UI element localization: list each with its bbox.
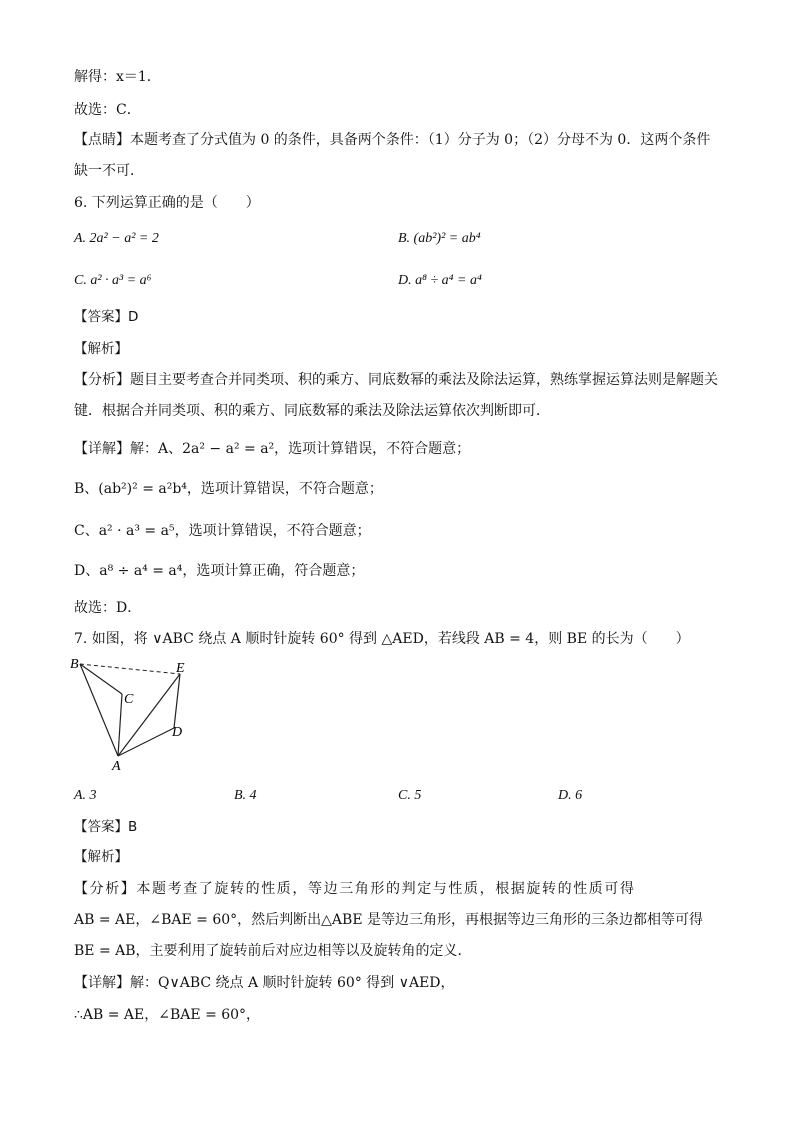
q6-option-a: A. 2a² − a² = 2 xyxy=(74,231,159,246)
segment-ca xyxy=(118,694,122,756)
label-b: B xyxy=(70,657,79,672)
q6-analysis-1: 【分析】题目主要考查合并同类项、积的乘方、同底数幂的乘法及除法运算，熟练掌握运算法则是解题关 xyxy=(74,372,718,388)
q7-analysis-3: BE = AB，主要利用了旋转前后对应边相等以及旋转角的定义． xyxy=(74,943,472,959)
segment-ea xyxy=(118,674,183,756)
q7-stem: 7. 如图，将 ∨ABC 绕点 A 顺时针旋转 60° 得到 △AED，若线段 AB = 4，则 BE 的长为（ ） xyxy=(74,631,690,647)
q6-detail-b: B、(ab²)² = a²b⁴，选项计算错误，不符合题意； xyxy=(74,481,383,497)
q7-detail-1: 【详解】解：Q∨ABC 绕点 A 顺时针旋转 60° 得到 ∨AED， xyxy=(74,975,455,991)
q6-option-c: C. a² · a³ = a⁶ xyxy=(74,273,152,288)
q7-analysis-1: 【分析】本题考查了旋转的性质，等边三角形的判定与性质，根据旋转的性质可得 xyxy=(74,881,636,897)
comment-line: 【点睛】本题考查了分式值为 0 的条件，具备两个条件：（1）分子为 0；（2）分母不为 0．这两个条件 xyxy=(74,132,711,148)
choice-line: 故选：C． xyxy=(74,102,141,118)
solution-line: 解得：x＝1． xyxy=(74,69,161,85)
rotation-figure xyxy=(66,656,206,774)
q6-analysis-tag: 【解析】 xyxy=(74,341,128,357)
label-e: E xyxy=(176,661,185,676)
segment-da xyxy=(118,728,174,756)
q7-detail-2: ∴AB = AE，∠BAE = 60°， xyxy=(74,1007,261,1023)
q6-answer: 【答案】D xyxy=(74,309,139,325)
q7-option-d: D. 6 xyxy=(558,788,583,803)
q7-analysis-2: AB = AE，∠BAE = 60°，然后判断出△ABE 是等边三角形，再根据等边三角形的三条边都相等可得 xyxy=(74,912,703,928)
q6-option-d: D. a⁸ ÷ a⁴ = a⁴ xyxy=(398,273,482,288)
q7-option-b: B. 4 xyxy=(234,788,257,803)
label-d: D xyxy=(172,725,183,740)
q6-option-b: B. (ab²)² = ab⁴ xyxy=(398,231,481,246)
segment-be xyxy=(80,664,180,674)
q6-stem: 6. 下列运算正确的是（ ） xyxy=(74,195,260,211)
q6-conclusion: 故选：D． xyxy=(74,600,142,616)
comment-line-cont: 缺一不可． xyxy=(74,163,144,179)
q7-answer: 【答案】B xyxy=(74,819,138,835)
q6-analysis-2: 键．根据合并同类项、积的乘方、同底数幂的乘法及除法运算依次判断即可． xyxy=(74,403,550,419)
q6-detail-d: D、a⁸ ÷ a⁴ = a⁴，选项计算正确，符合题意； xyxy=(74,563,365,579)
segment-ed xyxy=(174,674,180,728)
label-c: C xyxy=(124,692,134,707)
q6-detail-a: 【详解】解：A、2a² − a² = a²，选项计算错误，不符合题意； xyxy=(74,441,471,457)
q7-option-c: C. 5 xyxy=(398,788,422,803)
label-a: A xyxy=(112,759,121,774)
q7-option-a: A. 3 xyxy=(74,788,97,803)
q7-analysis-tag: 【解析】 xyxy=(74,849,128,865)
q6-detail-c: C、a² · a³ = a⁵，选项计算错误，不符合题意； xyxy=(74,523,371,539)
